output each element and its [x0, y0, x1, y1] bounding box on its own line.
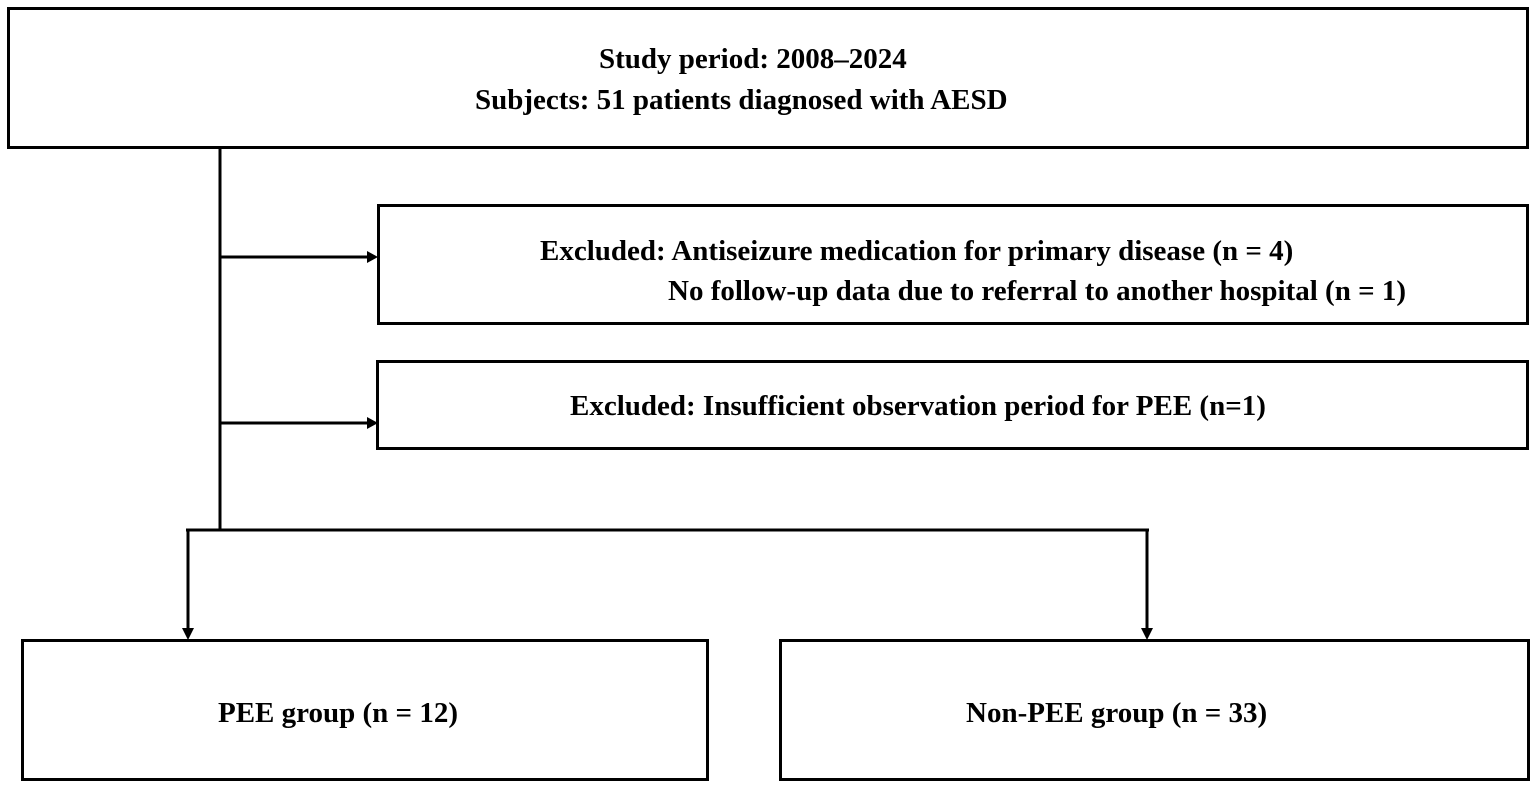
exclusion-1-line-1: Excluded: Antiseizure medication for primary disease (n = 4) [540, 235, 1294, 267]
study-period-text: Study period: 2008–2024 [599, 43, 907, 75]
non-pee-group-label: Non-PEE group (n = 33) [966, 697, 1268, 729]
exclusion-1-line-2: No follow-up data due to referral to another hospital (n = 1) [668, 275, 1407, 307]
pee-group-label: PEE group (n = 12) [218, 697, 458, 729]
subjects-text: Subjects: 51 patients diagnosed with AESD [475, 84, 1008, 116]
exclusion-2-line-1: Excluded: Insufficient observation period for PEE (n=1) [570, 390, 1266, 422]
study-population-box [7, 7, 1529, 149]
